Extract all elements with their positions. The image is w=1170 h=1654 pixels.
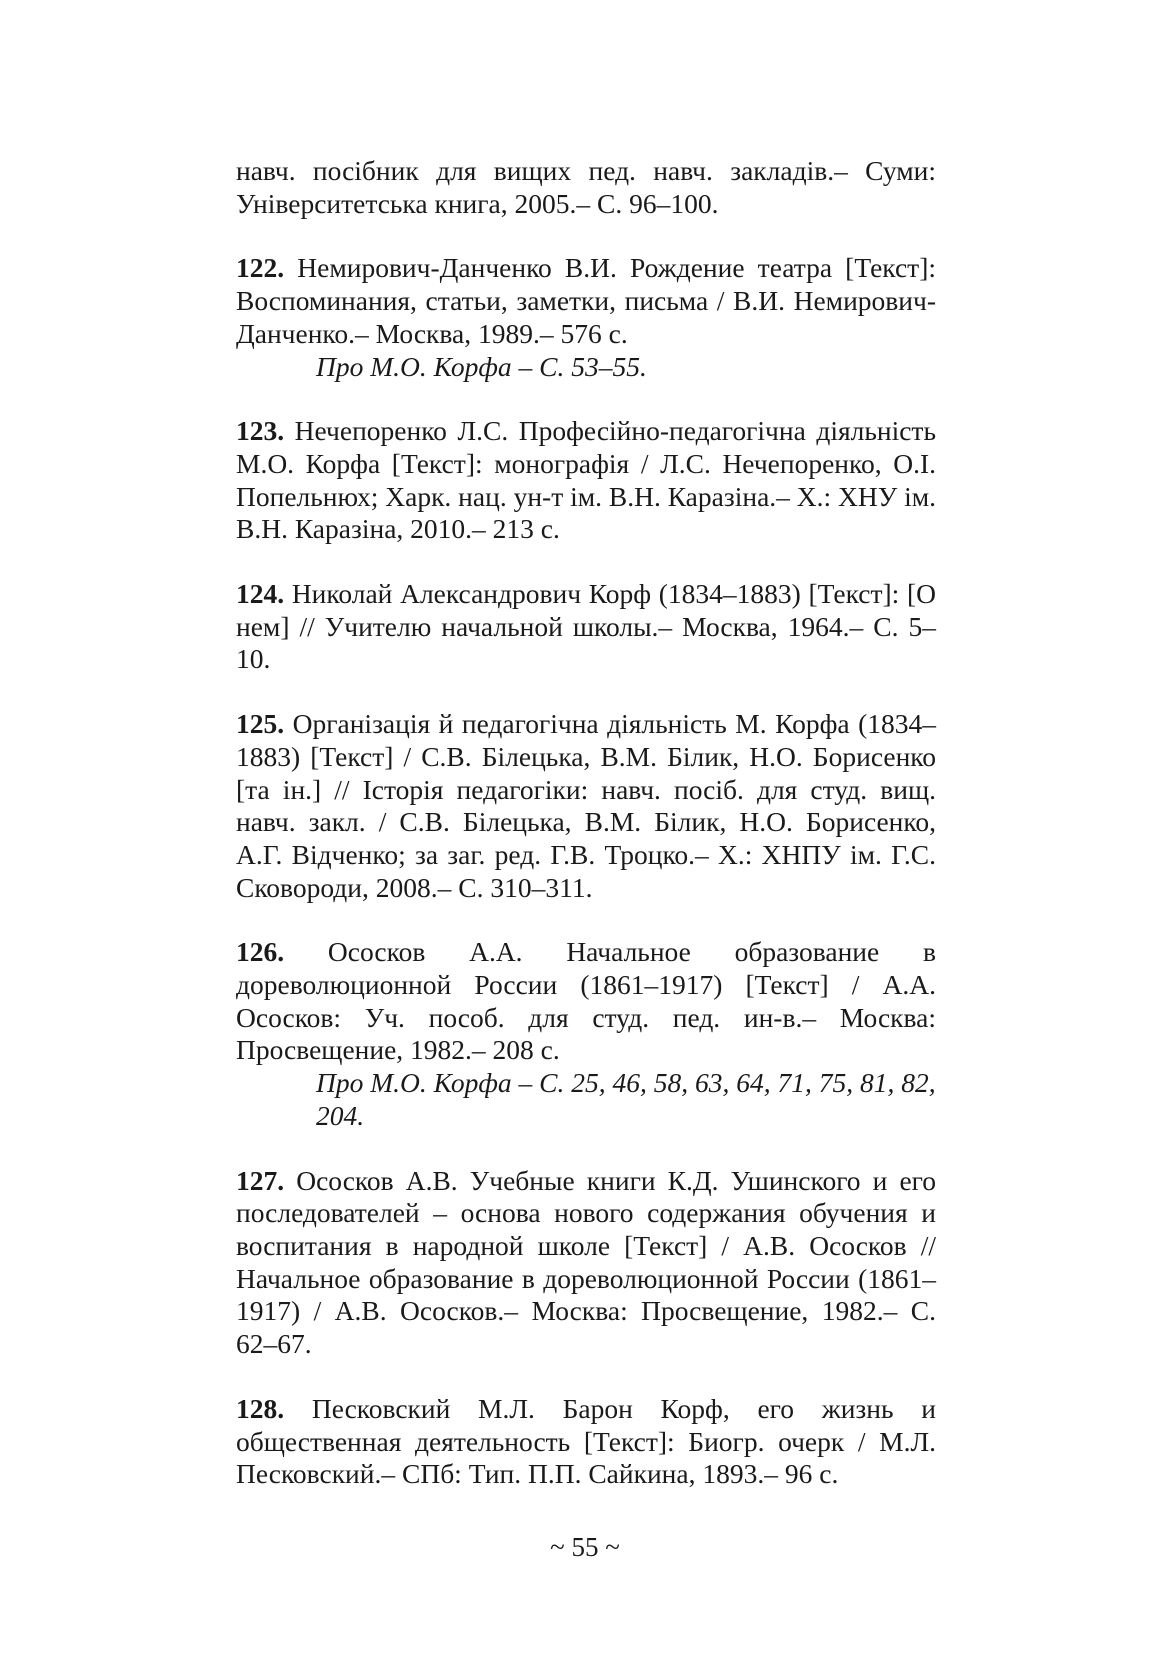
entry-number: 123.	[236, 415, 285, 447]
entry-number: 127.	[236, 1164, 285, 1196]
entry-body: Николай Александрович Корф (1834–1883) [Текст]: [О нем] // Учителю начальной школы.– Москва, 1964.– С. 5–10.	[236, 578, 936, 675]
continuation-text: навч. посібник для вищих пед. навч. закладів.– Суми: Університетська книга, 2005.– С. 96–100.	[236, 155, 936, 219]
entry-text	[236, 415, 936, 546]
entry-number: 125.	[236, 708, 285, 740]
bibliography-entry-124	[236, 578, 936, 676]
entry-text	[236, 578, 936, 676]
entry-text	[236, 252, 936, 350]
bibliography-entry-128	[236, 1393, 936, 1491]
entry-body: Песковский М.Л. Барон Корф, его жизнь и общественная деятельность [Текст]: Биогр. очерк / М.Л. Песковский.– СПб: Тип. П.П. Сайкина, 1893.– 96 с.	[236, 1392, 936, 1490]
bibliography-entry-126	[236, 936, 936, 1132]
entry-number: 124.	[236, 578, 285, 610]
entry-body: Ососков А.А. Начальное образование в дореволюционной России (1861–1917) [Текст] / А.А. Ососков: Уч. пособ. для студ. пед. ин-в.– Москва: Просвещение, 1982.– 208 с.	[236, 936, 936, 1066]
entry-text	[236, 708, 936, 904]
entry-text	[236, 1393, 936, 1491]
entry-number: 126.	[236, 936, 285, 968]
bibliography-entry-127	[236, 1165, 936, 1361]
page-number: ~ 55 ~	[550, 1532, 620, 1562]
bibliography-entry-125	[236, 708, 936, 904]
entry-body: Немирович-Данченко В.И. Рождение театра [Текст]: Воспоминания, статьи, заметки, письма / В.И. Немирович-Данченко.– Москва, 1989.– 576 с.	[236, 252, 936, 349]
bibliography-entry-122	[236, 252, 936, 383]
entry-note: Про М.О. Корфа – С. 53–55.	[316, 350, 647, 382]
entry-text	[236, 1165, 936, 1361]
entry-body: Ососков А.В. Учебные книги К.Д. Ушинского и его последователей – основа нового содержания обучения и воспитания в народной школе [Текст] / А.В. Ососков // Начальное образование в дореволюционной России (1861–1917) / А.В. Ососков.– Москва: Просвещение, 1982.– С. 62–67.	[236, 1164, 936, 1360]
entry-note: Про М.О. Корфа – С. 25, 46, 58, 63, 64, 71, 75, 81, 82, 204.	[316, 1067, 936, 1131]
bibliography-entry-123	[236, 415, 936, 546]
entry-body: Нечепоренко Л.С. Професійно-педагогічна діяльність М.О. Корфа [Текст]: монографія / Л.С. Нечепоренко, О.І. Попельнюх; Харк. нац. ун-т ім. В.Н. Каразіна.– Х.: ХНУ ім. В.Н. Каразіна, 2010.– 213 с.	[236, 415, 937, 545]
entry-text	[236, 936, 936, 1067]
entry-number: 128.	[236, 1392, 285, 1424]
entry-body: Організація й педагогічна діяльність М. Корфа (1834–1883) [Текст] / С.В. Білецька, В.М. Білик, Н.О. Борисенко [та ін.] // Історія педагогіки: навч. посіб. для студ. вищ. навч. закл. / С.В. Білецька, В.М. Білик, Н.О. Борисенко, А.Г. Відченко; за заг. ред. Г.В. Троцко.– Х.: ХНПУ ім. Г.С. Сковороди, 2008.– С. 310–311.	[236, 708, 936, 903]
entry-number: 122.	[236, 252, 285, 284]
bibliography-page	[236, 155, 936, 1491]
